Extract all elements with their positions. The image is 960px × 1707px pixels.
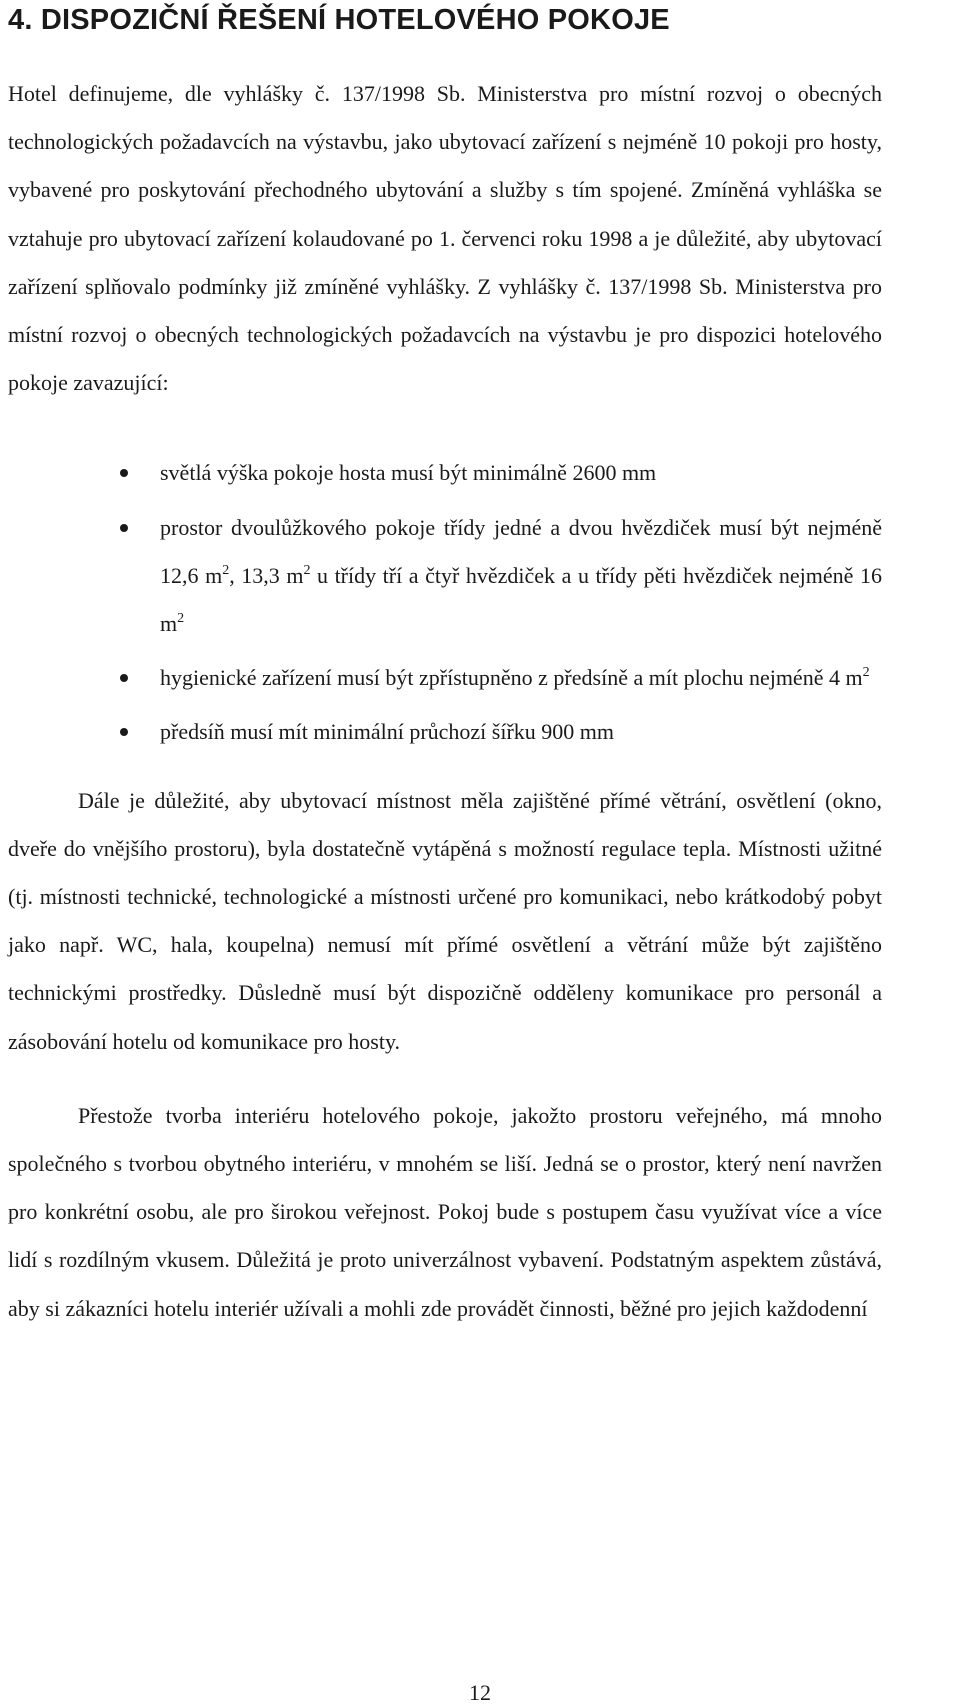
list-item-text: světlá výška pokoje hosta musí být minimálně 2600 mm — [160, 460, 657, 486]
bullet-icon — [120, 728, 128, 736]
superscript: 2 — [303, 562, 311, 578]
intro-paragraph: Hotel definujeme, dle vyhlášky č. 137/1998 Sb. Ministerstva pro místní rozvoj o obecných technologických požadavcích na výstavbu, jako ubytovací zařízení s nejméně 10 pokoji pro hosty, vybavené pro poskytování přechodného ubytování a služby s tím spojené. Zmíněná vyhláška se vztahuje pro ubytovací zařízení kolaudované po 1. červenci roku 1998 a je důležité, aby ubytovací zařízení splňovalo podmínky již zmíněné vyhlášky. Z vyhlášky č. 137/1998 Sb. Ministerstva pro místní rozvoj o obecných technologických požadavcích na výstavbu je pro dispozici hotelového pokoje zavazující: — [8, 81, 882, 396]
list-item — [8, 504, 882, 649]
paragraph-ventilation: Dále je důležité, aby ubytovací místnost měla zajištěné přímé větrání, osvětlení (okno, dveře do vnějšího prostoru), byla dostatečně vytápěná s možností regulace tepla. Místnosti užitné (tj. místnosti technické, technologické a místnosti určené pro komunikaci, nebo krátkodobý pobyt jako např. WC, hala, koupelna) nemusí mít přímé osvětlení a větrání může být zajištěno technickými prostředky. Důsledně musí být dispozičně odděleny komunikace pro personál a zásobování hotelu od komunikace pro hosty. — [8, 787, 882, 1054]
bullet-icon — [120, 674, 128, 682]
list-item — [8, 654, 882, 702]
bullet-icon — [120, 524, 128, 532]
superscript: 2 — [222, 562, 230, 578]
bullet-icon — [120, 469, 128, 477]
superscript: 2 — [862, 665, 870, 681]
list-item — [8, 708, 882, 756]
list-item-text: u třídy tří a čtyř hvězdiček a u třídy pěti hvězdiček nejméně 16 m — [160, 562, 882, 637]
list-item — [8, 449, 882, 497]
requirements-list — [8, 449, 882, 756]
paragraph-interior: Přestože tvorba interiéru hotelového pokoje, jakožto prostoru veřejného, má mnoho společného s tvorbou obytného interiéru, v mnohém se liší. Jedná se o prostor, který není navržen pro konkrétní osobu, ale pro širokou veřejnost. Pokoj bude s postupem času využívat více a více lidí s rozdílným vkusem. Důležitá je proto univerzálnost vybavení. Podstatným aspektem zůstává, aby si zákazníci hotelu interiér užívali a mohli zde provádět činnosti, běžné pro jejich každodenní — [8, 1102, 882, 1321]
list-item-text: , 13,3 m — [229, 562, 304, 588]
superscript: 2 — [177, 611, 185, 627]
list-item-text: hygienické zařízení musí být zpřístupněno z předsíně a mít plochu nejméně 4 m — [160, 665, 863, 691]
page-number: 12 — [469, 1680, 491, 1705]
section-heading: 4. DISPOZIČNÍ ŘEŠENÍ HOTELOVÉHO POKOJE — [8, 4, 670, 36]
list-item-text: prostor dvoulůžkového pokoje třídy jedné a dvou hvězdiček musí být nejméně 12,6 m — [160, 514, 882, 588]
list-item-text: předsíň musí mít minimální průchozí šířku 900 mm — [160, 719, 615, 745]
